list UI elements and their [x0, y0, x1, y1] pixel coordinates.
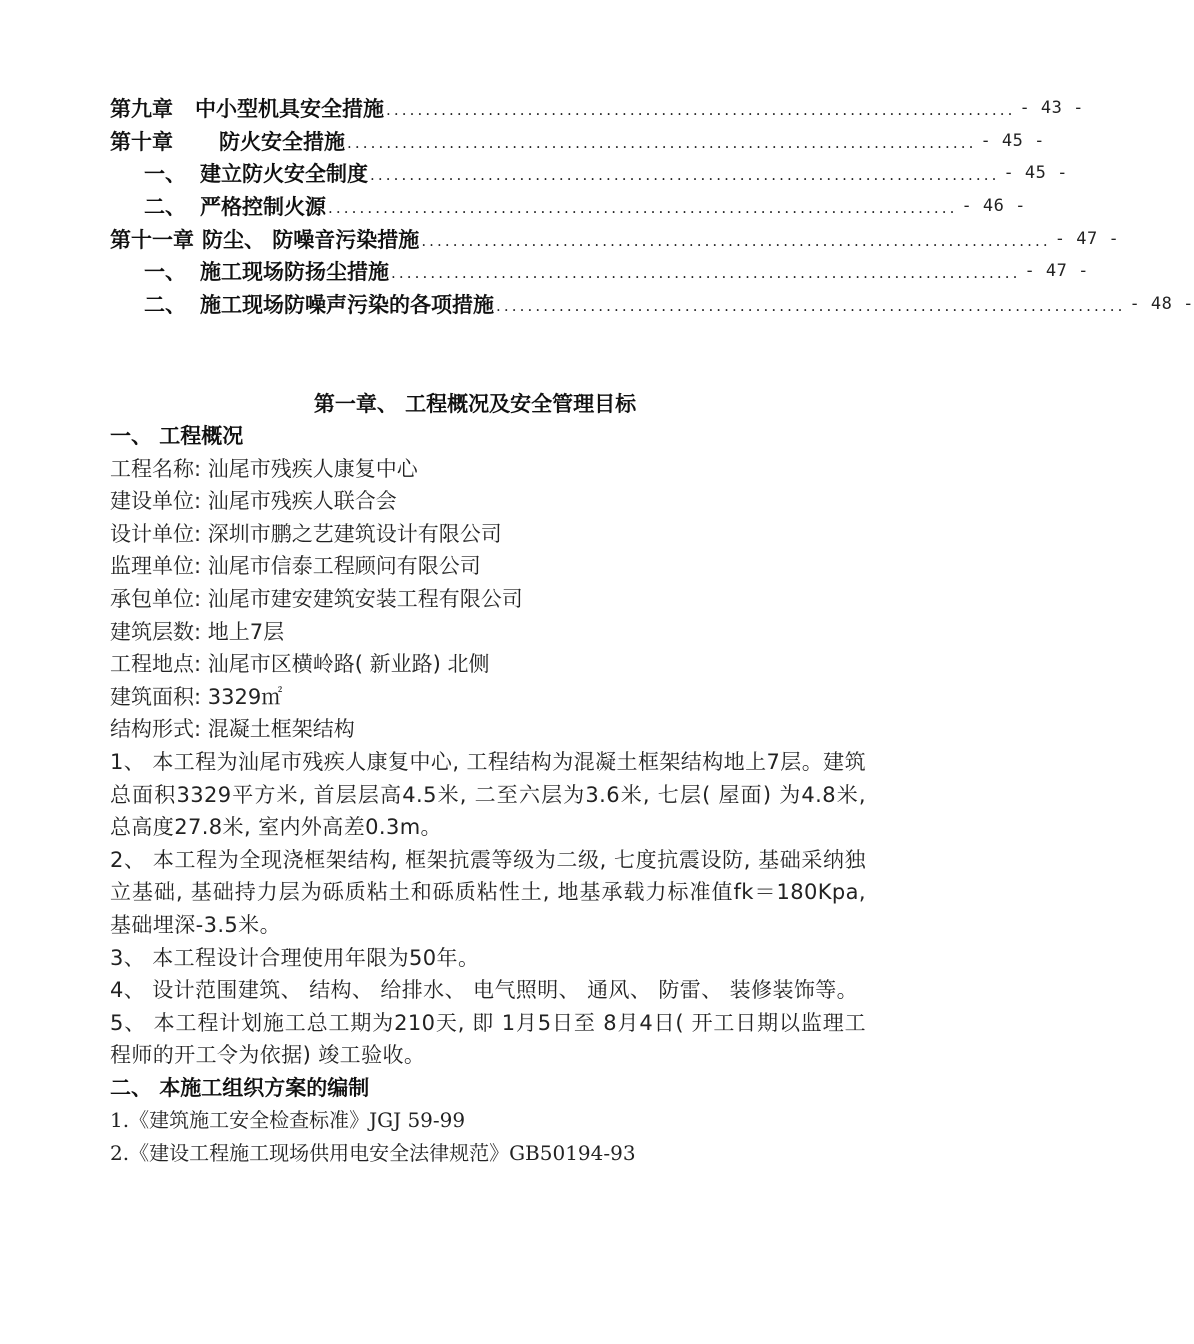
toc-entry[interactable] — [110, 157, 1068, 190]
toc-page-number: - 46 - — [961, 196, 1026, 217]
toc-leader-dots: ................................................................................ — [328, 199, 958, 218]
toc-entry-title: 施工现场防噪声污染的各项措施 — [200, 292, 494, 317]
project-info-area: 建筑面积: 3329㎡ — [110, 684, 283, 709]
paragraph-3: 3、 本工程设计合理使用年限为50年。 — [110, 945, 480, 970]
toc-leader-dots: ................................................................................ — [421, 231, 1051, 250]
project-info-owner: 建设单位: 汕尾市残疾人联合会 — [110, 489, 397, 514]
toc-entry-title: 防尘、 防噪音污染措施 — [202, 227, 420, 252]
toc-section-number: 二、 — [144, 292, 186, 317]
toc-page-number: - 45 - — [1003, 163, 1068, 184]
paragraph-2: 2、 本工程为全现浇框架结构, 框架抗震等级为二级, 七度抗震设防, 基础采纳独立基础, 基础持力层为砾质粘土和砾质粘性土, 地基承载力标准值fk＝180Kpa, 基础埋深-3.5米。 — [110, 847, 866, 937]
toc-entry[interactable] — [110, 255, 1089, 288]
chapter-title: 第一章、 工程概况及安全管理目标 — [313, 392, 637, 416]
project-info-location: 工程地点: 汕尾市区横岭路( 新业路) 北侧 — [110, 652, 490, 677]
toc-section-number: 二、 — [144, 195, 186, 220]
toc-page-number: - 45 - — [980, 130, 1045, 151]
paragraph-4: 4、 设计范围建筑、 结构、 给排水、 电气照明、 通风、 防雷、 装修装饰等。 — [110, 978, 859, 1003]
toc-entry[interactable] — [110, 92, 1084, 125]
project-info-structure: 结构形式: 混凝土框架结构 — [110, 717, 355, 742]
toc-entry-title: 建立防火安全制度 — [200, 162, 368, 187]
toc-section-number: 一、 — [144, 260, 186, 285]
toc-entry-title: 严格控制火源 — [200, 195, 326, 220]
project-info-contractor: 承包单位: 汕尾市建安建筑安装工程有限公司 — [110, 586, 523, 611]
toc-entry-title: 防火安全措施 — [219, 129, 345, 154]
toc-leader-dots: ................................................................................ — [347, 133, 977, 152]
toc-section-number: 一、 — [144, 162, 186, 187]
toc-leader-dots: ................................................................................ — [496, 296, 1126, 315]
toc-chapter-number: 第十一章 — [110, 227, 194, 252]
chapter-body — [110, 420, 866, 1170]
toc-chapter-number: 第十章 — [110, 129, 173, 154]
reference-item: 2.《建设工程施工现场供用电安全法律规范》GB50194-93 — [110, 1141, 636, 1166]
reference-item: 1.《建筑施工安全检查标准》JGJ 59-99 — [110, 1108, 466, 1133]
toc-leader-dots: ................................................................................ — [386, 101, 1016, 120]
toc-page-number: - 47 - — [1024, 261, 1089, 282]
paragraph-1: 1、 本工程为汕尾市残疾人康复中心, 工程结构为混凝土框架结构地上7层。建筑总面积3329平方米, 首层层高4.5米, 二至六层为3.6米, 七层( 屋面) 为4.8米, 总高度27.8米, 室内外高差0.3m。 — [110, 749, 866, 840]
toc-page-number: - 43 - — [1019, 98, 1084, 119]
section-heading: 二、 本施工组织方案的编制 — [110, 1075, 370, 1100]
project-info-designer: 设计单位: 深圳市鹏之艺建筑设计有限公司 — [110, 521, 502, 546]
toc-chapter-number: 第九章 — [110, 97, 173, 122]
toc-page-number: - 48 - — [1129, 293, 1194, 314]
project-info-floors: 建筑层数: 地上7层 — [110, 619, 285, 644]
toc-entry[interactable] — [110, 222, 1120, 255]
project-info-name: 工程名称: 汕尾市残疾人康复中心 — [110, 456, 418, 481]
toc-entry-title: 中小型机具安全措施 — [195, 97, 384, 122]
toc-page-number: - 47 - — [1054, 228, 1120, 249]
toc-entry[interactable] — [110, 190, 1026, 223]
toc-leader-dots: ................................................................................ — [370, 166, 1000, 185]
table-of-contents — [110, 92, 1194, 320]
toc-leader-dots: ................................................................................ — [391, 264, 1021, 283]
toc-entry[interactable] — [110, 125, 1045, 158]
toc-entry-title: 施工现场防扬尘措施 — [200, 260, 389, 285]
paragraph-5: 5、 本工程计划施工总工期为210天, 即 1月5日至 8月4日( 开工日期以监理工程师的开工令为依据) 竣工验收。 — [110, 1010, 866, 1068]
project-info-supervisor: 监理单位: 汕尾市信泰工程顾问有限公司 — [110, 554, 481, 579]
toc-entry[interactable] — [110, 288, 1194, 321]
section-heading: 一、 工程概况 — [110, 424, 244, 448]
